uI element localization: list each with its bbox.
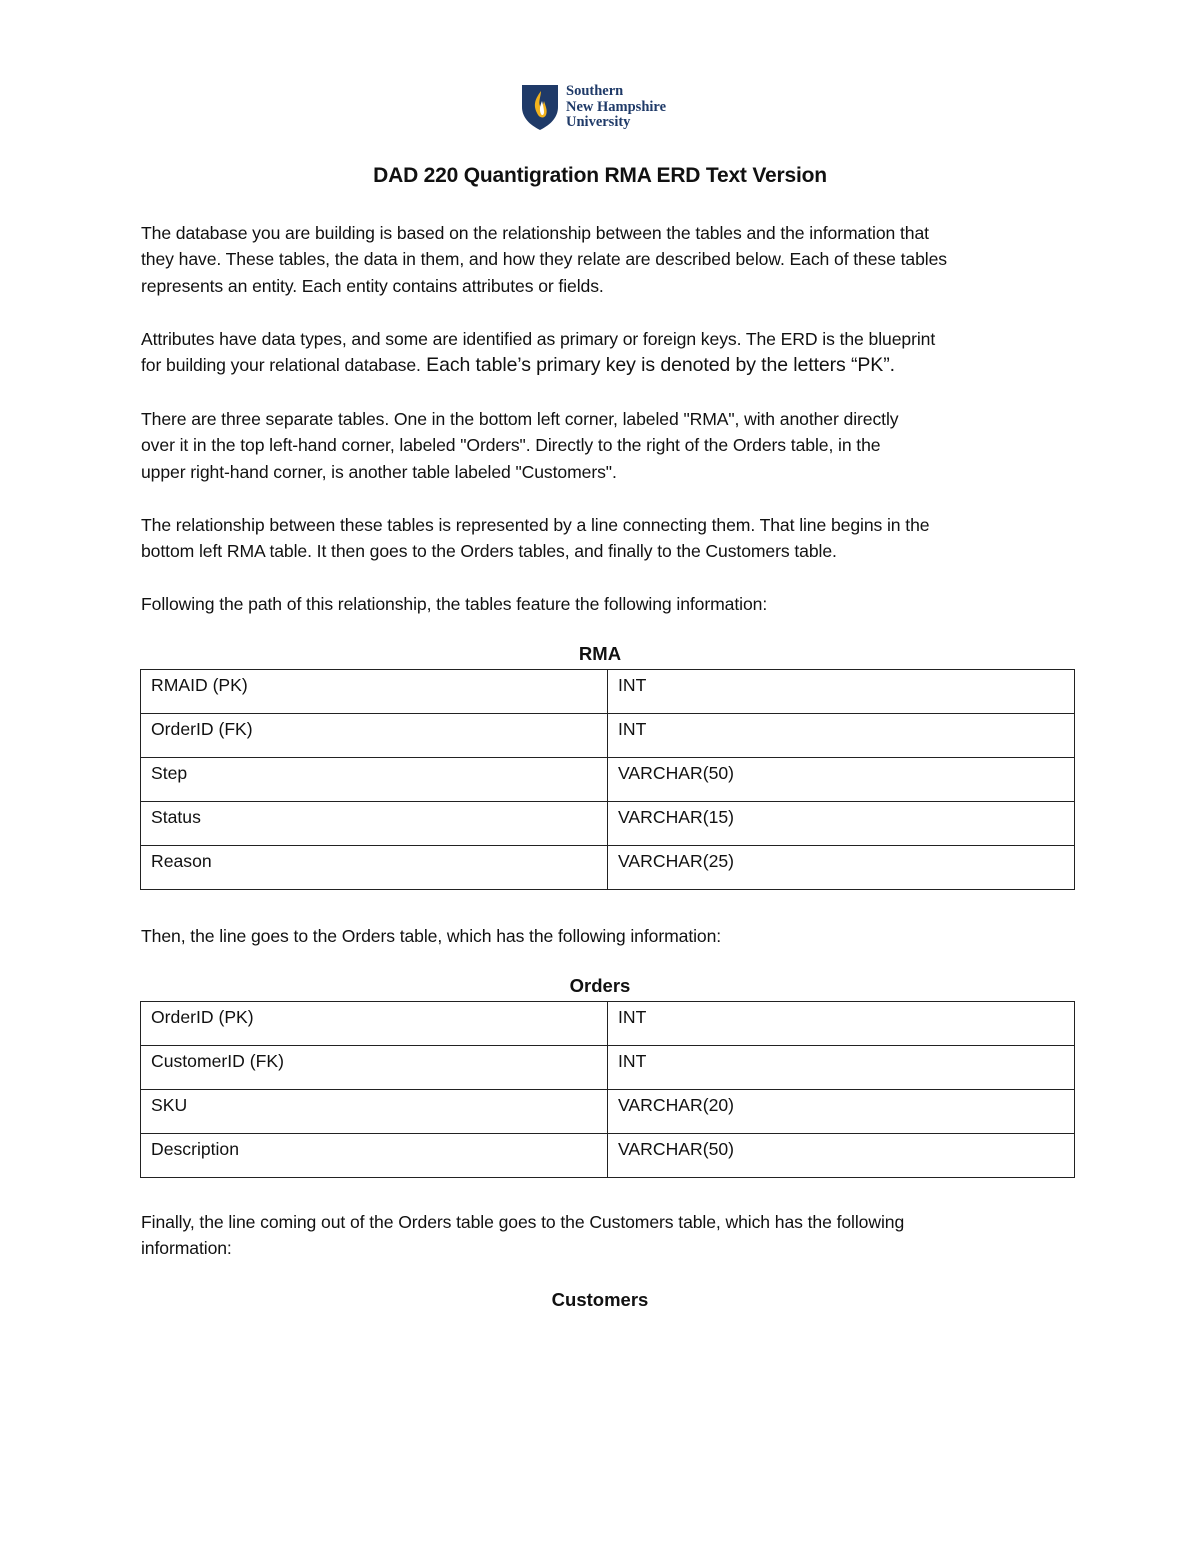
field-name-cell: Step — [141, 758, 608, 802]
pk-note: Each table’s primary key is denoted by the letters “PK”. — [420, 354, 895, 377]
path-paragraph — [141, 591, 1071, 617]
data-type-cell: INT — [608, 714, 1075, 758]
customers-table-caption: Customers — [551, 1289, 649, 1310]
text-line: bottom left RMA table. It then goes to the Orders tables, and finally to the Customers table. — [141, 541, 837, 562]
logo-line-3: University — [566, 114, 631, 130]
data-type-cell: VARCHAR(20) — [608, 1090, 1075, 1134]
text-line: Attributes have data types, and some are identified as primary or foreign keys. The ERD is the blueprint — [141, 329, 936, 349]
tables-layout-paragraph — [141, 406, 1071, 485]
table-row — [141, 670, 1075, 714]
field-name-cell: SKU — [141, 1090, 608, 1134]
field-name-cell: Description — [141, 1134, 608, 1178]
text-line: The database you are building is based on the relationship between the tables and the information that — [141, 223, 929, 243]
logo-wordmark — [566, 84, 666, 131]
field-name-cell: OrderID (PK) — [141, 1002, 608, 1046]
text-line: represents an entity. Each entity contains attributes or fields. — [141, 275, 604, 296]
text-line: Finally, the line coming out of the Orders table goes to the Customers table, which has the following — [141, 1212, 905, 1232]
rma-table-caption: RMA — [578, 643, 622, 664]
logo-line-2: New Hampshire — [566, 98, 667, 115]
rma-table — [140, 669, 1075, 890]
table-row — [141, 1002, 1075, 1046]
field-name-cell: CustomerID (FK) — [141, 1046, 608, 1090]
table-row — [141, 1090, 1075, 1134]
text-line — [141, 352, 1071, 378]
text-line: upper right-hand corner, is another table labeled "Customers". — [141, 461, 617, 482]
data-type-cell: VARCHAR(50) — [608, 1134, 1075, 1178]
attributes-paragraph — [141, 326, 1071, 379]
data-type-cell: INT — [608, 670, 1075, 714]
text-line: they have. These tables, the data in them, and how they relate are described below. Each of these tables — [141, 249, 947, 270]
table-row — [141, 1134, 1075, 1178]
data-type-cell: INT — [608, 1046, 1075, 1090]
university-logo — [520, 83, 690, 133]
text-line: information: — [141, 1238, 232, 1259]
text-segment: for building your relational database. — [141, 355, 421, 376]
text-line: over it in the top left-hand corner, labeled "Orders". Directly to the right of the Orders table, in the — [141, 435, 881, 456]
table-row — [141, 846, 1075, 890]
table-row — [141, 758, 1075, 802]
shield-flame-icon — [520, 83, 560, 131]
field-name-cell: OrderID (FK) — [141, 714, 608, 758]
document-title: DAD 220 Quantigration RMA ERD Text Version — [373, 164, 827, 187]
table-row — [141, 714, 1075, 758]
intro-paragraph — [141, 220, 1071, 299]
field-name-cell: RMAID (PK) — [141, 670, 608, 714]
customers-intro-paragraph — [141, 1209, 1071, 1262]
orders-table — [140, 1001, 1075, 1178]
data-type-cell: VARCHAR(15) — [608, 802, 1075, 846]
field-name-cell: Status — [141, 802, 608, 846]
data-type-cell: INT — [608, 1002, 1075, 1046]
relationship-paragraph — [141, 512, 1071, 565]
table-row — [141, 1046, 1075, 1090]
orders-table-caption: Orders — [569, 975, 631, 996]
orders-intro-paragraph — [141, 923, 1071, 949]
text-line: Following the path of this relationship, the tables feature the following information: — [141, 594, 768, 614]
data-type-cell: VARCHAR(50) — [608, 758, 1075, 802]
text-line: The relationship between these tables is represented by a line connecting them. That line begins in the — [141, 515, 930, 535]
data-type-cell: VARCHAR(25) — [608, 846, 1075, 890]
text-line: There are three separate tables. One in the bottom left corner, labeled "RMA", with another directly — [141, 409, 899, 429]
field-name-cell: Reason — [141, 846, 608, 890]
table-row — [141, 802, 1075, 846]
text-line: Then, the line goes to the Orders table, which has the following information: — [141, 926, 722, 946]
logo-line-1: Southern — [566, 83, 624, 99]
